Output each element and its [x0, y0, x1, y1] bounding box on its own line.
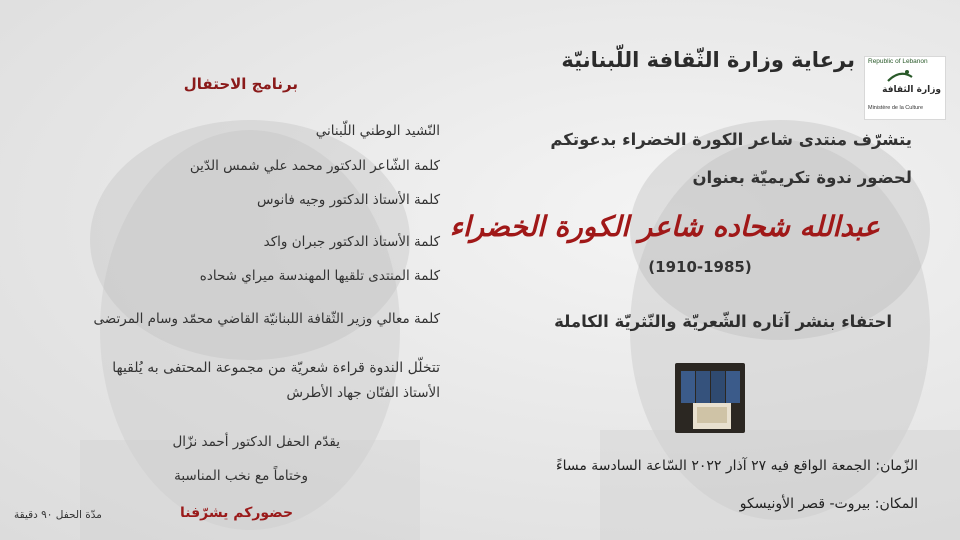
logo-emblem-icon [885, 67, 915, 85]
invitation-line-2: لحضور ندوة تكريميّة بعنوان [692, 168, 912, 187]
program-item: وختاماً مع نخب المناسبة [174, 468, 308, 484]
event-subtitle: احتفاء بنشر آثاره الشّعريّة والنّثريّة الكاملة [554, 312, 892, 331]
program-item: كلمة المنتدى تلقيها المهندسة ميراي شحاده [199, 268, 440, 284]
logo-french-text: Ministère de la Culture [868, 105, 924, 111]
logo-arabic-text: وزارة الثقافة [882, 85, 941, 95]
program-item: تتخلّل الندوة قراءة شعريّة من مجموعة المحتفى به يُلقيها [112, 360, 440, 376]
event-duration: مدّة الحفل ٩٠ دقيقة [14, 509, 102, 521]
logo-english-text: Republic of Lebanon [868, 58, 928, 65]
event-title: عبدالله شحاده شاعر الكورة الخضراء [449, 210, 880, 243]
sponsor-heading: برعاية وزارة الثّقافة اللّبنانيّة [561, 48, 855, 72]
event-years: (1910-1985) [648, 258, 752, 276]
program-item: كلمة معالي وزير الثّقافة اللبنانيّة القاضي محمّد وسام المرتضى [93, 311, 440, 327]
invitation-line-1: يتشرّف منتدى شاعر الكورة الخضراء بدعوتكم [550, 130, 912, 149]
program-item: الأستاذ الفنّان جهاد الأطرش [286, 385, 440, 401]
program-item: النّشيد الوطني اللّبناني [315, 123, 440, 139]
event-place: المكان: بيروت- قصر الأونيسكو [739, 496, 918, 512]
program-item: يقدّم الحفل الدكتور أحمد نزّال [172, 434, 340, 450]
program-heading: برنامج الاحتفال [183, 75, 298, 93]
closing-text: حضوركم يشرّفنا [180, 505, 294, 521]
ministry-of-culture-logo [864, 56, 946, 120]
program-item: كلمة الشّاعر الدكتور محمد علي شمس الدّين [189, 158, 440, 174]
event-time: الزّمان: الجمعة الواقع فيه ٢٧ آذار ٢٠٢٢ السّاعة السادسة مساءً [556, 458, 918, 474]
program-item: كلمة الأستاذ الدكتور وجيه فانوس [257, 192, 440, 208]
program-item: كلمة الأستاذ الدكتور جبران واكد [263, 234, 440, 250]
book-collection-image [675, 363, 745, 433]
